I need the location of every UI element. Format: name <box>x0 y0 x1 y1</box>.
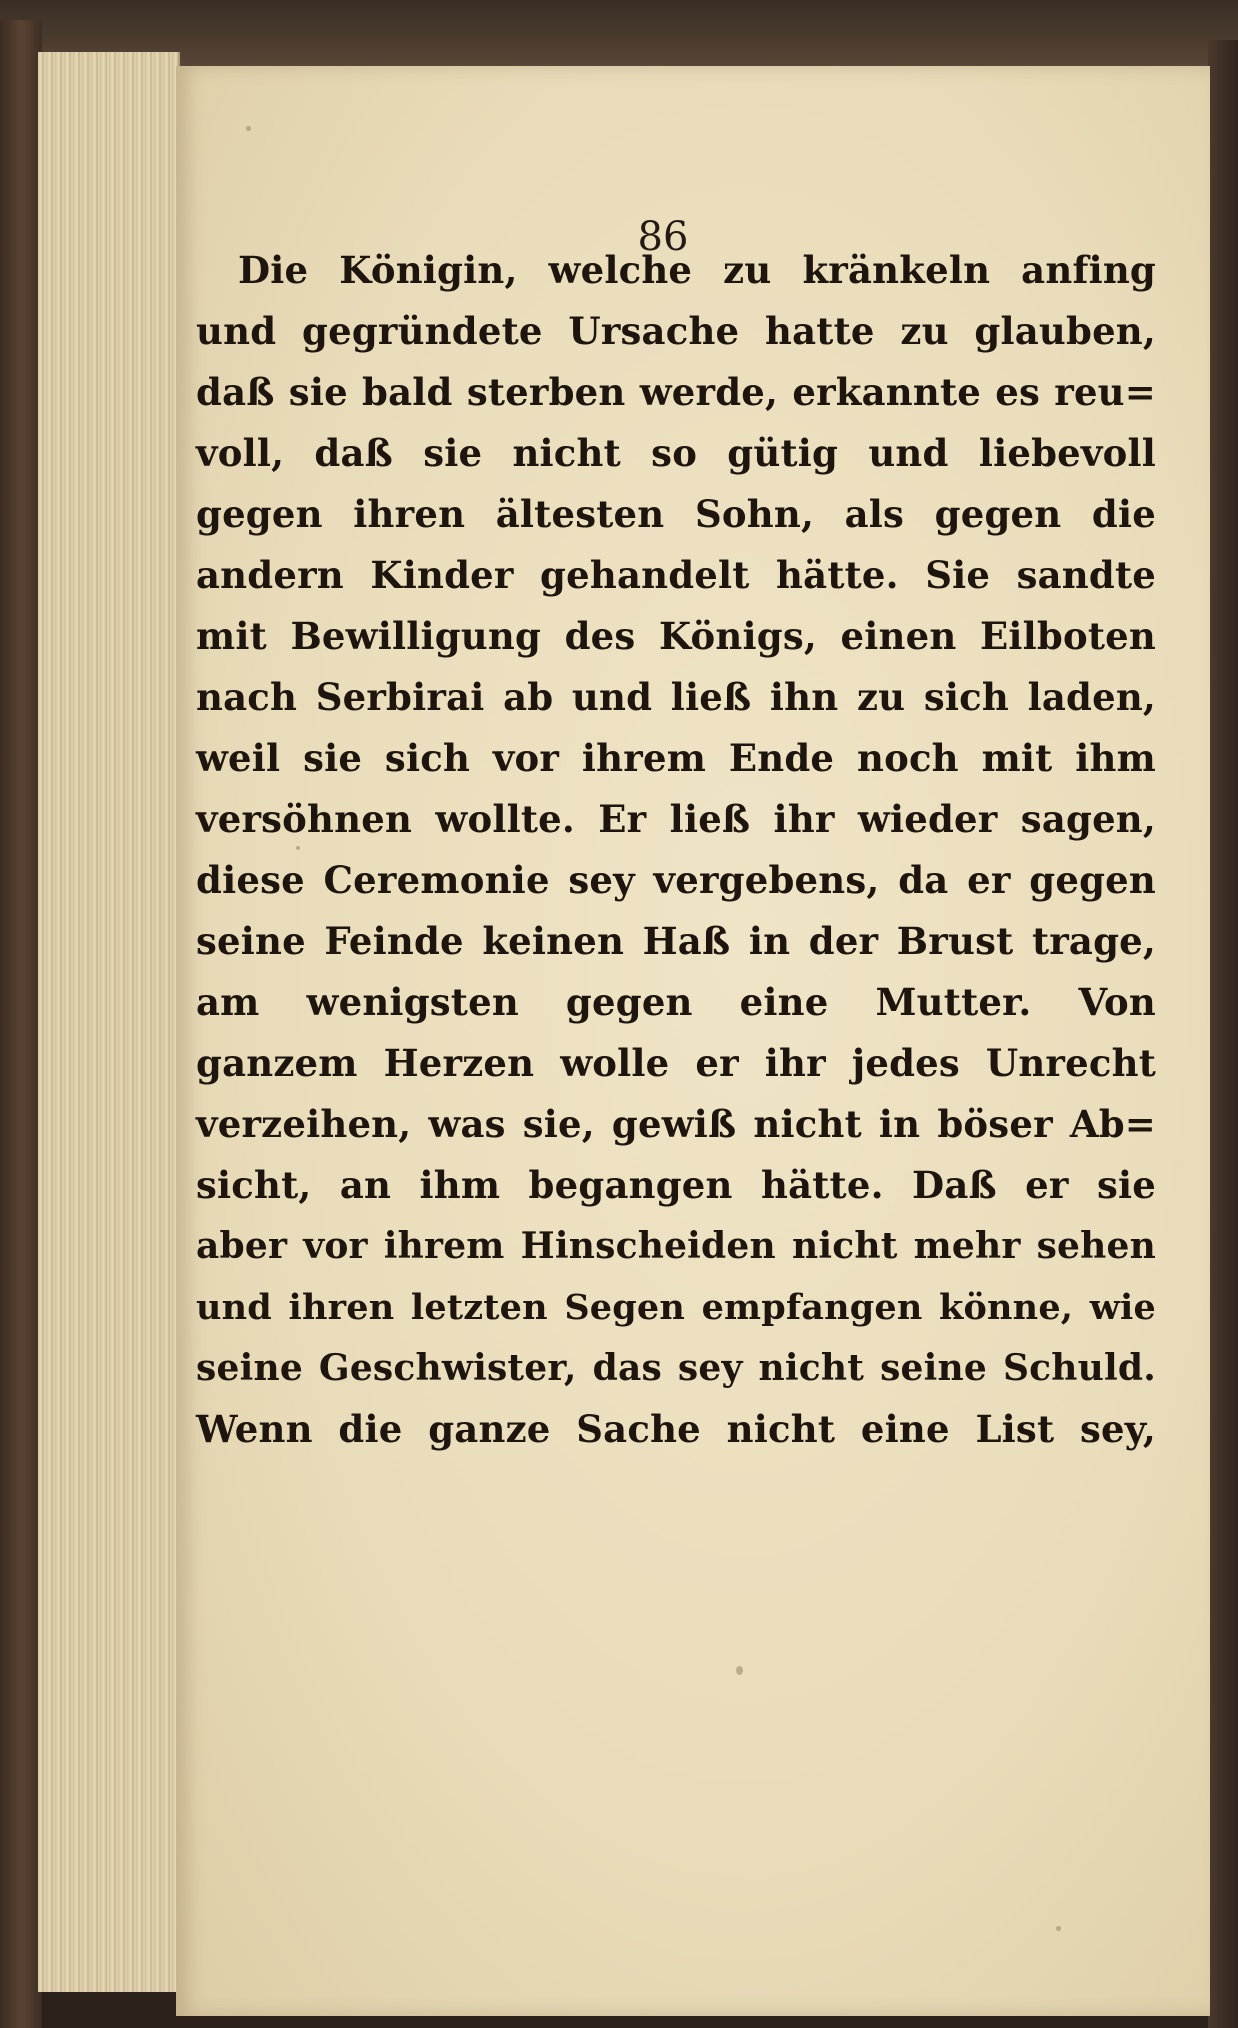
text-line: aber vor ihrem Hinscheiden nicht mehr sehen <box>196 1225 1156 1267</box>
text-line: Die Königin, welche zu kränkeln anfing <box>238 248 1156 292</box>
text-line: sicht, an ihm begangen hätte. Daß er sie <box>196 1163 1156 1207</box>
leather-cover-left <box>0 20 42 2028</box>
text-line: versöhnen wollte. Er ließ ihr wieder sagen, <box>196 797 1156 841</box>
text-line: ganzem Herzen wolle er ihr jedes Unrecht <box>196 1041 1156 1085</box>
text-line: daß sie bald sterben werde, erkannte es reu= <box>196 370 1156 414</box>
paper-speck <box>246 126 251 131</box>
text-line: gegen ihren ältesten Sohn, als gegen die <box>196 492 1156 536</box>
page-body-text <box>196 240 1156 1460</box>
text-line: und ihren letzten Segen empfangen könne, wie <box>196 1287 1156 1328</box>
stacked-page-edges <box>38 52 180 1992</box>
paper-speck <box>736 1666 743 1675</box>
text-line: verzeihen, was sie, gewiß nicht in böser Ab= <box>196 1102 1156 1146</box>
text-line: seine Geschwister, das sey nicht seine Schuld. <box>196 1347 1156 1389</box>
text-line: voll, daß sie nicht so gütig und liebevoll <box>196 431 1156 475</box>
text-line: seine Feinde keinen Haß in der Brust trage, <box>196 919 1156 963</box>
binding-top-edge <box>0 0 1238 70</box>
text-line: andern Kinder gehandelt hätte. Sie sandte <box>196 553 1156 597</box>
page-number: 86 <box>637 214 689 260</box>
text-line: diese Ceremonie sey vergebens, da er gegen <box>196 858 1156 902</box>
text-line: Wenn die ganze Sache nicht eine List sey, <box>196 1407 1156 1451</box>
leather-cover-right <box>1208 40 1238 2028</box>
text-line: und gegründete Ursache hatte zu glauben, <box>196 309 1156 353</box>
text-line: nach Serbirai ab und ließ ihn zu sich laden, <box>196 675 1156 719</box>
text-line: weil sie sich vor ihrem Ende noch mit ihm <box>196 736 1156 780</box>
text-line: am wenigsten gegen eine Mutter. Von <box>196 980 1156 1024</box>
text-line: mit Bewilligung des Königs, einen Eilboten <box>196 614 1156 658</box>
paper-speck <box>1056 1926 1061 1931</box>
